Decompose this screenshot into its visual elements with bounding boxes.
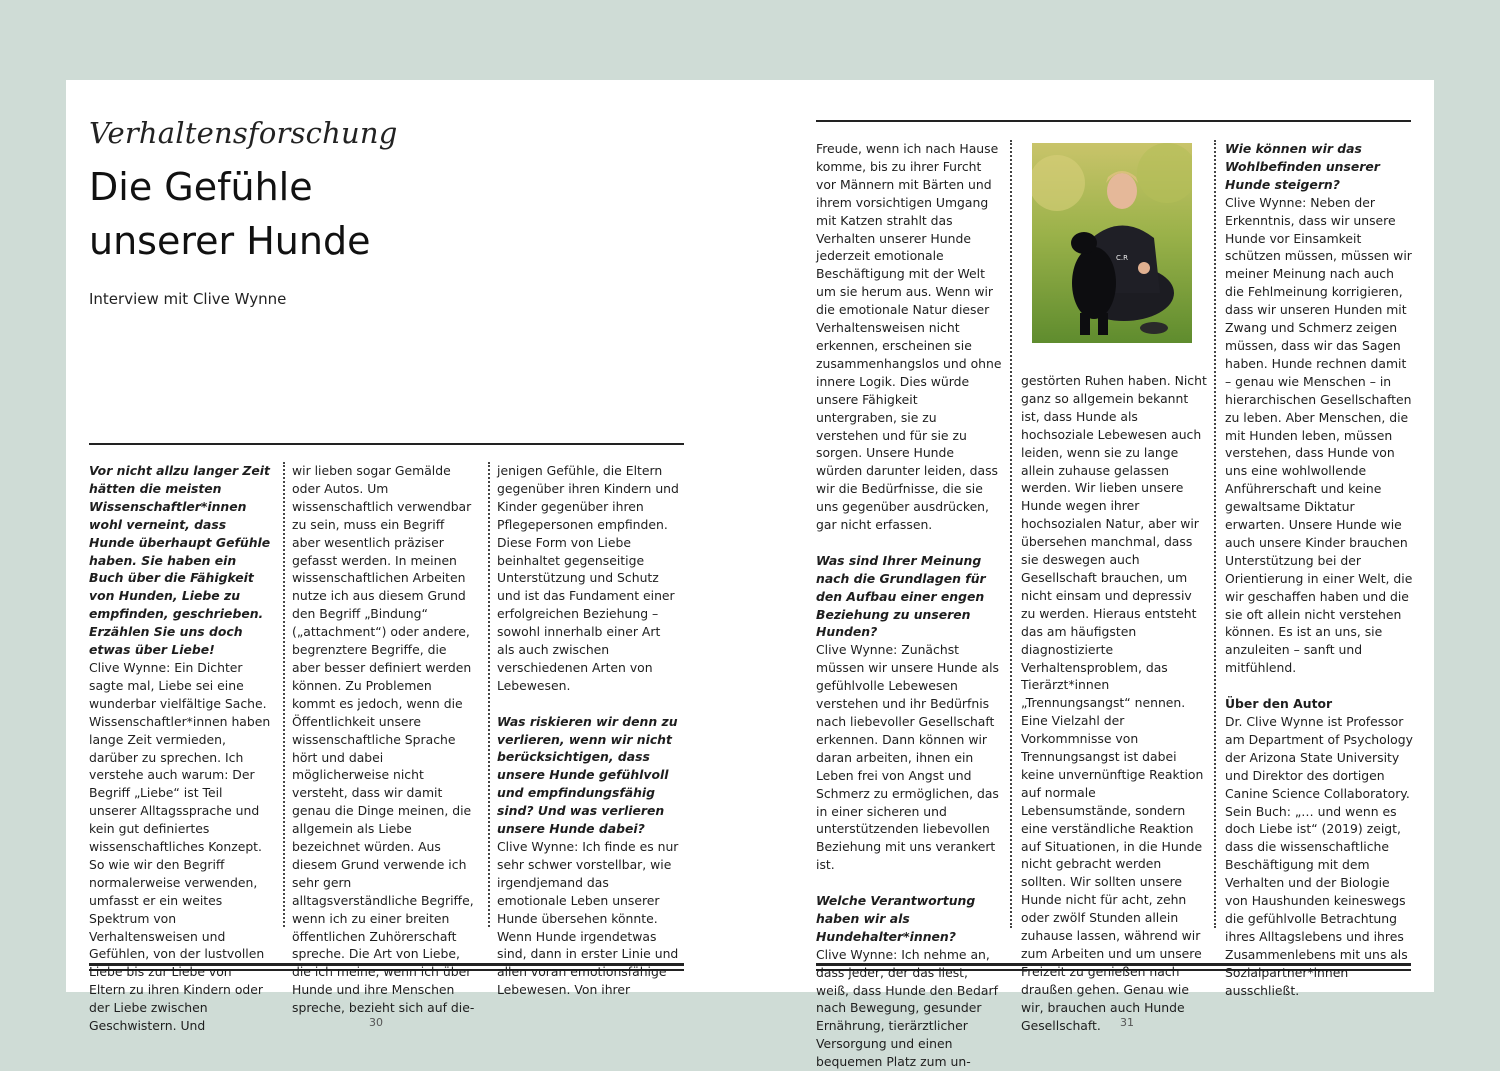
about-author-heading: Über den Autor [1225,696,1333,712]
interview-question: Wie können wir das Wohlbefinden unserer Hunde steigern? [1225,141,1380,192]
body-text: Freude, wenn ich nach Hause komme, bis zu ihrer Furcht vor Männern mit Bärten und ihrem vorsichtigen Umgang mit Katzen strahlt das Verhalten unserer Hunde jederzeit emotionale Beschäftigung mit der Welt um sie herum aus. Wenn wir die emotionale Natur dieser Verhaltensweisen nicht erkennen, erscheinen sie zusammenhangslos und ohne innere Logik. Dies würde unsere Fähigkeit untergraben, sie zu verstehen und für sie zu sorgen. Unsere Hunde würden darunter leiden, dass wir die Bedürfnisse, die sie uns gegenüber ausdrücken, gar nicht erfassen. [816,141,1002,533]
body-text: jenigen Gefühle, die Eltern gegenüber ihren Kindern und Kinder gegenüber ihren Pflegepersonen empfinden. Diese Form von Liebe beinhaltet gegenseitige Unterstützung und Schutz und ist das Fundament einer erfolgreichen Beziehung – sowohl innerhalb einer Art als auch zwischen verschiedenen Arten von Lebewesen. [497,463,679,693]
interview-question: Welche Verantwortung haben wir als Hundehalter*innen? [816,893,976,944]
rule-left-top [89,443,684,445]
interview-answer: Clive Wynne: Ich finde es nur sehr schwer vorstellbar, wie irgendjemand das emotionale Leben unserer Hunde übersehen könnte. Wenn Hunde irgendetwas sind, dann in erster Linie und allen voran emotionsfähige Lebewesen. Von ihrer [497,839,679,998]
page-number-left: 30 [369,1016,383,1029]
column-divider [488,462,490,927]
interview-question: Vor nicht allzu langer Zeit hätten die meisten Wissenschaftler*innen wohl verneint, dass Hunde überhaupt Gefühle haben. Sie haben ein Buch über die Fähigkeit von Hunden, Liebe zu empfinden, geschrieben. Erzählen Sie uns doch etwas über Liebe! [89,463,271,658]
article-title [89,160,649,268]
interview-answer: Clive Wynne: Ein Dichter sagte mal, Liebe sei eine wunderbar vielfältige Sache. Wissenschaftler*innen haben lange Zeit vermieden, darüber zu sprechen. Ich verstehe auch warum: Der Begriff „Liebe“ ist Teil unserer Alltagssprache und kein gut definiertes wissenschaftliches Konzept. So wie wir den Begriff normalerweise verwenden, umfasst er ein weites Spektrum von Verhaltensweisen und Gefühlen, von der lustvollen Liebe bis zur Liebe von Eltern zu ihren Kindern oder der Liebe zwischen Geschwistern. Und [89,659,271,1034]
column-divider [1010,140,1012,928]
article-subtitle: Interview mit Clive Wynne [89,290,287,308]
interview-answer: Clive Wynne: Neben der Erkenntnis, dass wir unsere Hunde vor Einsamkeit schützen müssen, müssen wir meiner Meinung nach auch die Fehlmeinung korrigieren, dass wir unseren Hunden mit Zwang und Schmerz zeigen müssen, dass wir das Sagen haben. Hunde rechnen damit – genau wie Menschen – in hierarchischen Gesellschaften zu leben. Aber Menschen, die mit Hunden leben, müssen verstehen, dass Hunde von uns eine wohlwollende Anführerschaft und keine gewaltsame Diktatur erwarten. Unsere Hunde wie auch unsere Kinder brauchen Unterstützung bei der Orientierung in einer Welt, die wir geschaffen haben und die sie oft allein nicht verstehen können. Es ist an uns, sie anzuleiten – sanft und mitfühlend. [1225,194,1413,676]
interview-question: Was riskieren wir denn zu verlieren, wenn wir nicht berücksichtigen, dass unsere Hunde gefühlvoll und empfindungsfähig sind? Und was verlieren unsere Hunde dabei? [497,713,678,837]
about-author-text: Dr. Clive Wynne ist Professor am Department of Psychology der Arizona State University und Direktor des dortigen Canine Science Collaboratory. Sein Buch: „… und wenn es doch Liebe ist“ (2019) zeigt, dass die wissenschaftliche Beschäftigung mit dem Verhalten und der Biologie von Haushunden keineswegs die gefühlvolle Betrachtung ihres Alltagslebens und ihres Zusammenlebens mit uns als Sozialpartner*innen ausschließt. [1225,713,1413,998]
section-kicker: Verhaltensforschung [89,116,398,150]
portrait-photo [1032,143,1192,343]
column-divider [1214,140,1216,928]
title-line-2: unserer Hunde [89,219,371,263]
text-column-3 [497,462,681,999]
text-column-4 [816,140,1002,1071]
body-text: gestörten Ruhen haben. Nicht ganz so allgemein bekannt ist, dass Hunde als hochsoziale Lebewesen auch leiden, wenn sie zu lange allein zuhause gelassen werden. Wir lieben unsere Hunde wegen ihrer hochsozialen Natur, aber wir übersehen manchmal, dass sie deswegen auch Gesellschaft brauchen, um nicht einsam und depressiv zu werden. Hieraus entsteht das am häufigsten diagnostizierte Verhaltensproblem, das Tierärzt*innen „Trennungsangst“ nennen. Eine Vielzahl der Vorkommnisse von Trennungsangst ist dabei keine unvernünftige Reaktion auf normale Lebensumstände, sondern eine verständliche Reaktion auf Situationen, in die Hunde nicht gebracht werden sollten. Wir sollten unsere Hunde nicht für acht, zehn oder zwölf Stunden allein zuhause lassen, während wir zum Arbeiten und um unsere Freizeit zu genießen nach draußen gehen. Genau wie wir, brauchen auch Hunde Gesellschaft. [1021,373,1207,1033]
column-divider [283,462,285,927]
interview-answer: Clive Wynne: Zunächst müssen wir unsere Hunde als gefühlvolle Lebewesen verstehen und ihr Bedürfnis nach liebevoller Gesellschaft erkennen. Dann können wir daran arbeiten, ihnen ein Leben frei von Angst und Schmerz zu ermöglichen, das in einer sicheren und unterstützenden liebevollen Beziehung mit uns verankert ist. [816,642,999,873]
text-column-2 [292,462,476,1017]
photo-illustration [1032,143,1192,343]
body-text: wir lieben sogar Gemälde oder Autos. Um wissenschaftlich verwendbar zu sein, muss ein Begriff aber wesentlich präziser gefasst werden. In meinen wissenschaftlichen Arbeiten nutze ich aus diesem Grund den Begriff „Bindung“ („attachment“) oder andere, begrenztere Begriffe, die aber besser definiert werden können. Zu Problemen kommt es jedoch, wenn die Öffentlichkeit unsere wissenschaftliche Sprache hört und dabei möglicherweise nicht versteht, dass wir damit genau die Dinge meinen, die allgemein als Liebe bezeichnet würden. Aus diesem Grund verwende ich sehr gern alltagsverständliche Begriffe, wenn ich zu einer breiten öffentlichen Zuhörerschaft spreche. Die Art von Liebe, die ich meine, wenn ich über Hunde und ihre Menschen spreche, bezieht sich auf die- [292,463,475,1016]
title-line-1: Die Gefühle [89,165,313,209]
shirt-print: C.R [1116,254,1128,262]
page-number-right: 31 [1120,1016,1134,1029]
text-column-5 [1021,372,1207,1035]
interview-answer: Clive Wynne: Ich nehme an, dass jeder, der das liest, weiß, dass Hunde den Bedarf nach Bewegung, gesunder Ernährung, tierärztlicher Versorgung und einen bequemen Platz zum un- [816,946,998,1070]
rule-right-top [816,120,1411,122]
text-column-1 [89,462,272,1035]
text-column-6 [1225,140,1415,999]
interview-question: Was sind Ihrer Meinung nach die Grundlagen für den Aufbau einer engen Beziehung zu unseren Hunden? [816,552,986,640]
